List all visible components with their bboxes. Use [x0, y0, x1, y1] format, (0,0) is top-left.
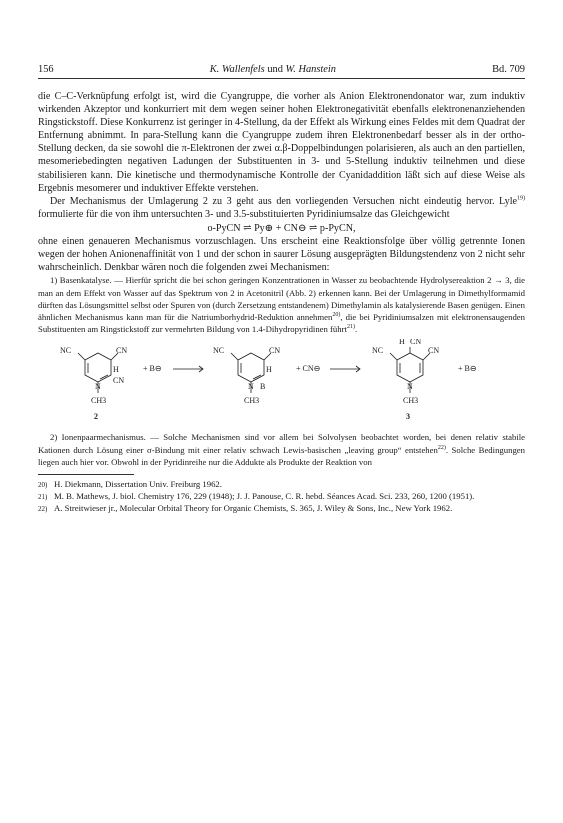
author-1: K. Wallenfels: [209, 64, 265, 75]
s3-n: N: [407, 382, 413, 392]
int-ch3: CH3: [244, 396, 260, 406]
s2-n: N: [95, 382, 101, 392]
footnote-number: 21): [38, 492, 48, 501]
page-body: [38, 90, 525, 515]
s3-ch3: CH3: [403, 396, 419, 406]
equilibrium-equation: o-PyCN ⇌ Py⊕ + CN⊖ ⇌ p-PyCN,: [207, 222, 356, 234]
reaction-scheme-drawing: [38, 339, 525, 423]
s3-nc: NC: [372, 346, 384, 356]
footnote-22: [38, 503, 525, 515]
footnote-rule: [38, 474, 134, 475]
paragraph-5-text-cont: . Solche Bedingungen liegen auch hier vor. Obwohl in der Pyridinreihe nur die Addukte als Produkte der Reaktion von: [38, 444, 525, 467]
paragraph-2-text-cont: formulierte für die von ihm untersuchten 3- und 3.5-substituierten Pyridiniumsalze das Gleichgewicht: [38, 208, 450, 220]
paragraph-4-end: .: [354, 324, 358, 335]
footnote-number: 22): [38, 504, 48, 513]
paragraph-1: die C–C-Verknüpfung erfolgt ist, wird die Cyangruppe, die vorher als Anion Elektronendonator war, zum induktiv wirkenden Akzeptor und konkurriert mit dem wegen seiner hohen Elektronegativität ebenfalls elektronenanziehenden Ringstickstoff. Diese Konkurrenz ist geringer in 4-Stellung, da der Effekt als Wirkung eines Feldes mit dem Quadrat der Entfernung abnimmt. In para-Stellung kann die Cyangruppe zudem ihren Elektronenbedarf besser als in der ortho-Stellung decken, da sie sowohl die π-Elektronen der zwei α.β-Doppelbindungen polarisieren, als auch an den partiellen, mesomeriebedingten negativen Ladungen der Substituenten in 3- und 5-Stellung induktiv teilnehmen und diese stabilisieren kann. Die kinetische und thermodynamische Kontrolle der Cyanidaddition läßt sich auf diese Weise als Ergebnis mesomerer und induktiver Effekte verstehen.: [38, 91, 525, 194]
s3-h: H: [399, 339, 405, 347]
journal-page: [38, 64, 525, 515]
int-cn: CN: [269, 346, 281, 356]
author-2: W. Hanstein: [285, 64, 336, 75]
paragraph-4-text: 1) Basenkatalyse. — Hierfür spricht die bei schon geringen Konzentrationen in Wasser zu beobachtende Hydrolysereaktion 2 → 3, die man an dem Effekt von Wasser auf das Spektrum von 2 in Acetonitril (Abb. 2) erkennen kann. Bei der Umlagerung in Dimethylformamid dürften das Lösungsmittel selbst oder Spuren von (durch Zersetzung entstandenem) Dimethylamin als katalysierende Basen genügen. Einen ähnlichen Mechanismus kann man für die Natriumborhydrid-Reduktion annehmen: [38, 275, 525, 322]
footnote-21: [38, 491, 525, 503]
bond-nc-int: [231, 353, 238, 360]
s3-label: 3: [406, 412, 410, 422]
s2-cn: CN: [116, 346, 128, 356]
footnote-text: H. Diekmann, Dissertation Univ. Freiburg 1962.: [54, 478, 222, 489]
author-conjunction: und: [267, 64, 283, 75]
plus-base-1: + B⊖: [143, 364, 162, 374]
reaction-scheme: [38, 339, 525, 423]
plus-base-2: + B⊖: [458, 364, 477, 374]
paragraph-2-text: Der Mechanismus der Umlagerung 2 zu 3 geht aus den vorliegenden Versuchen nicht eindeutig hervor. Lyle: [50, 195, 517, 207]
s2-ch3: CH3: [91, 396, 107, 406]
int-n: N: [248, 382, 254, 392]
reference-22: 22): [437, 444, 446, 451]
reference-20: 20): [332, 312, 341, 319]
paragraph-3: ohne einen genaueren Mechanismus vorzuschlagen. Uns erscheint eine Reaktionsfolge über völlig getrennte Ionen wegen der hohen Anionenaffinität von 1 und der schon in saurer Lösung ausgeprägten Bildungstendenz von 2 nicht sehr wahrscheinlich. Denkbar wären noch die folgenden zwei Mechanismen:: [38, 236, 525, 274]
int-h: H: [266, 365, 272, 375]
paragraph-2: [38, 195, 525, 221]
ring-3: [397, 353, 423, 382]
volume-number: Bd. 709: [492, 64, 525, 75]
footnote-text: M. B. Mathews, J. biol. Chemistry 176, 229 (1948); J. J. Panouse, C. R. hebd. Séances Acad. Sci. 233, 260, 1200 (1951).: [54, 490, 475, 501]
page-number: 156: [38, 64, 54, 75]
plus-cyanide: + CN⊖: [296, 364, 321, 374]
reference-19: 19): [517, 195, 525, 202]
paragraph-4: [38, 274, 525, 335]
ring-2: [85, 353, 111, 382]
paragraph-4-text-cont: , die bei Pyridiniumsalzen mit elektronensaugenden Substituenten am Ringstickstoff zur vermehrten Bildung von 1.4-Dihydropyridinen führt: [38, 311, 525, 335]
s2-label: 2: [94, 412, 98, 422]
s3-cn-top: CN: [410, 339, 422, 347]
footnote-text: A. Streitwieser jr., Molecular Orbital Theory for Organic Chemists, S. 365, J. Wiley & Sons, Inc., New York 1962.: [54, 502, 453, 513]
bond-nc-3: [390, 353, 397, 360]
arrow-1: [173, 366, 203, 372]
paragraph-5: [38, 431, 525, 468]
int-b: B: [260, 382, 266, 392]
s3-cn: CN: [428, 346, 440, 356]
paragraph-5-text: 2) Ionenpaarmechanismus. — Solche Mechanismen sind vor allem bei Solvolysen beobachtet worden, bei denen relativ stabile Kationen durch Lösung einer σ-Bindung mit einer relativ schwach Lewis-basischen „leaving group“ entstehen: [38, 432, 525, 455]
s2-cn2: CN: [113, 376, 125, 386]
footnote-number: 20): [38, 480, 48, 489]
header-authors: [210, 64, 336, 75]
bond-nc-2: [78, 353, 85, 360]
s2-h: H: [113, 365, 119, 375]
arrow-2: [330, 366, 360, 372]
footnote-20: [38, 479, 525, 491]
reference-21: 21): [346, 324, 355, 331]
ring-intermediate: [238, 353, 264, 382]
int-nc: NC: [213, 346, 225, 356]
running-header: [38, 64, 525, 79]
s2-nc: NC: [60, 346, 72, 356]
